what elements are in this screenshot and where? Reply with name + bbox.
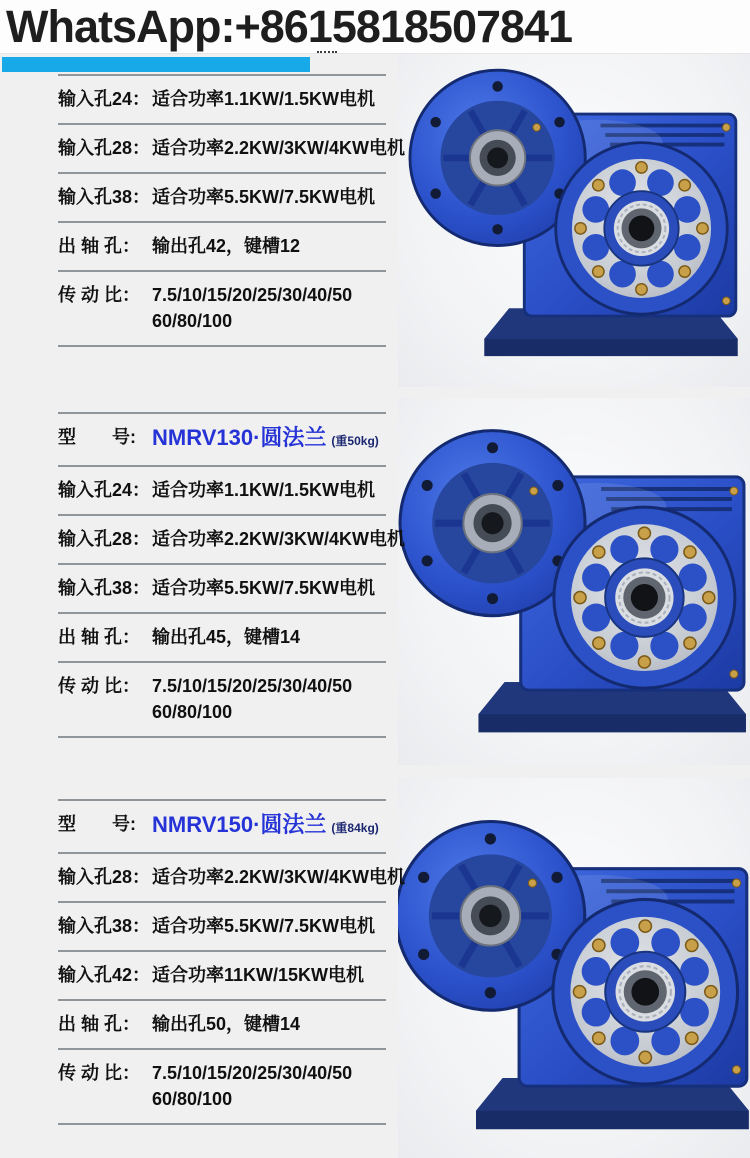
model-row xyxy=(58,799,386,852)
spec-label: 传 动 比： xyxy=(58,676,141,696)
spec-row xyxy=(58,852,406,901)
cyan-progress-strip xyxy=(2,57,310,72)
spec-label: 输入孔38： xyxy=(58,187,151,207)
spec-row xyxy=(58,221,386,270)
gearbox-illustration xyxy=(398,53,750,387)
spec-value: 适合功率2.2KW/3KW/4KW电机 xyxy=(152,138,406,158)
spec-value: 适合功率5.5KW/7.5KW电机 xyxy=(152,187,376,207)
ratio-line-2: 60/80/100 xyxy=(152,702,233,722)
product-photo-2 xyxy=(398,398,750,765)
model-value xyxy=(152,424,386,454)
ratio-line-2: 60/80/100 xyxy=(152,311,233,331)
spec-label: 出 轴 孔： xyxy=(58,1014,141,1034)
spec-label: 输入孔28： xyxy=(58,867,151,887)
spec-row xyxy=(58,514,406,563)
spec-row xyxy=(58,270,386,345)
spec-label: 输入孔38： xyxy=(58,916,151,936)
spec-row xyxy=(58,999,386,1048)
spec-label: 输入孔24： xyxy=(58,480,151,500)
spec-label: 输入孔42： xyxy=(58,965,151,985)
spec-value xyxy=(152,282,386,334)
product-photo-1 xyxy=(398,53,750,387)
clipped-text-fragment xyxy=(317,51,337,53)
model-label: 型 号: xyxy=(58,427,136,447)
spec-row xyxy=(58,172,386,221)
spec-label: 输入孔28： xyxy=(58,529,151,549)
spec-value: 输出孔50，键槽14 xyxy=(152,1014,301,1034)
spec-label: 输入孔24： xyxy=(58,89,151,109)
spec-row xyxy=(58,1048,386,1123)
gearbox-illustration xyxy=(398,778,750,1158)
spec-label: 传 动 比： xyxy=(58,285,141,305)
spec-table-1 xyxy=(58,74,406,347)
ratio-line-1: 7.5/10/15/20/25/30/40/50 xyxy=(152,676,353,696)
model-weight: (重50kg) xyxy=(331,434,379,448)
model-name: NMRV130·圆法兰 xyxy=(152,425,327,450)
spec-row xyxy=(58,950,386,999)
spec-label: 传 动 比： xyxy=(58,1063,141,1083)
spec-value: 适合功率2.2KW/3KW/4KW电机 xyxy=(152,529,406,549)
spec-value: 适合功率5.5KW/7.5KW电机 xyxy=(152,916,376,936)
model-value xyxy=(152,811,386,841)
spec-label: 出 轴 孔： xyxy=(58,236,141,256)
spec-row xyxy=(58,123,406,172)
model-row xyxy=(58,412,386,465)
spec-row xyxy=(58,74,386,123)
spec-row xyxy=(58,661,386,736)
spec-row xyxy=(58,612,386,661)
spec-value xyxy=(152,673,386,725)
spec-value: 输出孔42，键槽12 xyxy=(152,236,301,256)
spec-row xyxy=(58,563,386,612)
spec-label: 输入孔28： xyxy=(58,138,151,158)
model-label: 型 号: xyxy=(58,814,136,834)
spec-value: 适合功率11KW/15KW电机 xyxy=(152,965,365,985)
spec-table-3 xyxy=(58,799,406,1125)
spec-value: 适合功率1.1KW/1.5KW电机 xyxy=(152,480,376,500)
spec-row xyxy=(58,465,386,514)
gearbox-illustration xyxy=(398,398,750,765)
spec-value xyxy=(152,1060,386,1112)
spec-value: 输出孔45，键槽14 xyxy=(152,627,301,647)
spec-table-2 xyxy=(58,412,406,738)
ratio-line-1: 7.5/10/15/20/25/30/40/50 xyxy=(152,1063,353,1083)
spec-value: 适合功率1.1KW/1.5KW电机 xyxy=(152,89,376,109)
product-photo-3 xyxy=(398,778,750,1158)
spec-row xyxy=(58,901,386,950)
model-weight: (重84kg) xyxy=(331,821,379,835)
ratio-line-2: 60/80/100 xyxy=(152,1089,233,1109)
spec-value: 适合功率5.5KW/7.5KW电机 xyxy=(152,578,376,598)
whatsapp-contact-text: WhatsApp:+8615818507841 xyxy=(6,0,573,52)
ratio-line-1: 7.5/10/15/20/25/30/40/50 xyxy=(152,285,353,305)
spec-label: 出 轴 孔： xyxy=(58,627,141,647)
spec-value: 适合功率2.2KW/3KW/4KW电机 xyxy=(152,867,406,887)
header-bar xyxy=(0,0,750,54)
spec-label: 输入孔38： xyxy=(58,578,151,598)
model-name: NMRV150·圆法兰 xyxy=(152,812,327,837)
